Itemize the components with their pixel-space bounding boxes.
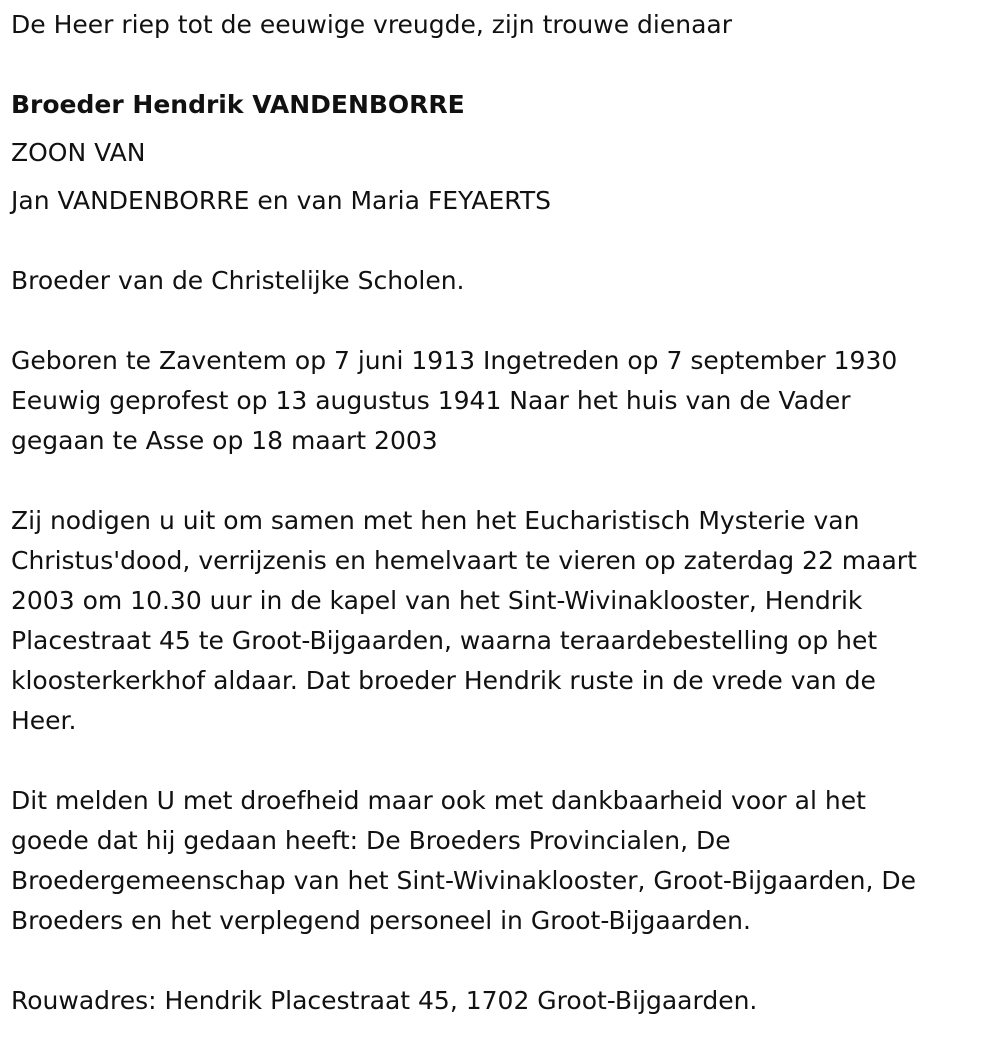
deceased-name: Broeder Hendrik VANDENBORRE: [11, 90, 465, 119]
dates-line: Geboren te Zaventem op 7 juni 1913 Ingetreden op 7 september 1930: [11, 346, 898, 375]
parents-text: Jan VANDENBORRE en van Maria FEYAERTS: [11, 186, 551, 215]
invitation-line: Zij nodigen u uit om samen met hen het Eucharistisch Mysterie van: [11, 506, 860, 535]
invitation-line: Heer.: [11, 706, 77, 735]
order-text: Broeder van de Christelijke Scholen.: [11, 266, 465, 295]
announcement-line: Broeders en het verplegend personeel in Groot-Bijgaarden.: [11, 906, 751, 935]
mourning-address: Rouwadres: Hendrik Placestraat 45, 1702 Groot-Bijgaarden.: [11, 986, 758, 1015]
son-of-label: ZOON VAN: [11, 138, 146, 167]
invitation-line: Christus'dood, verrijzenis en hemelvaart te vieren op zaterdag 22 maart: [11, 546, 917, 575]
announcement-line: Broedergemeenschap van het Sint-Wivinaklooster, Groot-Bijgaarden, De: [11, 866, 917, 895]
announcement-line: goede dat hij gedaan heeft: De Broeders Provincialen, De: [11, 826, 731, 855]
intro-text: De Heer riep tot de eeuwige vreugde, zijn trouwe dienaar: [11, 10, 732, 39]
invitation-line: kloosterkerkhof aldaar. Dat broeder Hendrik ruste in de vrede van de: [11, 666, 876, 695]
announcement-paragraph: [11, 781, 916, 941]
dates-line: Eeuwig geprofest op 13 augustus 1941 Naar het huis van de Vader: [11, 386, 851, 415]
dates-paragraph: [11, 341, 897, 461]
dates-line: gegaan te Asse op 18 maart 2003: [11, 426, 438, 455]
invitation-paragraph: [11, 501, 917, 741]
invitation-line: Placestraat 45 te Groot-Bijgaarden, waarna teraardebestelling op het: [11, 626, 878, 655]
announcement-line: Dit melden U met droefheid maar ook met dankbaarheid voor al het: [11, 786, 866, 815]
invitation-line: 2003 om 10.30 uur in de kapel van het Sint-Wivinaklooster, Hendrik: [11, 586, 863, 615]
